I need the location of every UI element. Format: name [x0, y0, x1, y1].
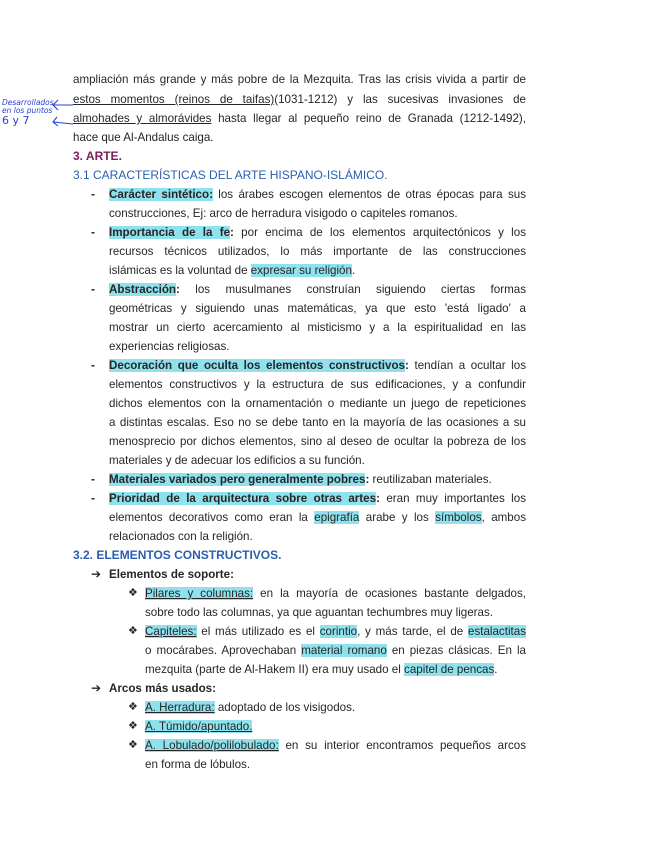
arcos-heading: Arcos más usados:: [109, 682, 216, 695]
dash-bullet: -: [91, 472, 95, 486]
dash-bullet: -: [91, 282, 95, 296]
dash-bullet: -: [91, 225, 95, 239]
almohades-underline: almohades y almorávides: [73, 112, 212, 125]
char-1-line-1: Carácter sintético: los árabes escogen elementos de otras épocas para sus: [109, 188, 526, 201]
dash-bullet: -: [91, 358, 95, 372]
section-3-2-heading: 3.2. ELEMENTOS CONSTRUCTIVOS.: [73, 548, 282, 562]
char-3-line-1: Abstracción: los musulmanes construían siguiendo ciertas formas: [109, 283, 526, 296]
intro-line-1: ampliación más grande y más pobre de la Mezquita. Tras las crisis vivida a partir de: [73, 73, 526, 86]
soporte-2-line-2: o mocárabes. Aprovechaban material romano en piezas clásicas. En la: [145, 644, 526, 657]
diamond-bullet-icon: ❖: [128, 625, 138, 637]
char-1-line-2: construcciones, Ej: arco de herradura visigodo o capiteles romanos.: [109, 207, 458, 220]
char-4-line-2: elementos constructivos y la estructura de sus edificaciones, y a confundir: [109, 378, 526, 391]
annotation-line-2: en los puntos: [2, 106, 53, 115]
section-3-1-heading: 3.1 CARACTERÍSTICAS DEL ARTE HISPANO-ISLÁMICO.: [73, 168, 388, 182]
soporte-2-line-1: Capiteles: el más utilizado es el corintio, y más tarde, el de estalactitas: [145, 625, 526, 638]
char-6-line-3: relacionados con la religión.: [109, 530, 253, 543]
char-3-line-2: geométricas y siguiendo unas matemáticas, ya que esto 'está ligado' a: [109, 302, 526, 315]
annotation-line-1: Desarrollados: [2, 98, 54, 107]
diamond-bullet-icon: ❖: [128, 739, 138, 751]
char-2-line-1: Importancia de la fe: por encima de los elementos arquitectónicos y los: [109, 226, 526, 239]
dash-bullet: -: [91, 187, 95, 201]
diamond-bullet-icon: ❖: [128, 587, 138, 599]
char-4-line-3: dichos elementos con la ornamentación o mediante un juego de repeticiones: [109, 397, 526, 410]
arrow-bullet-icon: ➔: [91, 567, 102, 581]
intro-line-4: hace que Al-Andalus caiga.: [73, 131, 214, 144]
char-3-line-4: experiencias religiosas.: [109, 340, 230, 353]
diamond-bullet-icon: ❖: [128, 720, 138, 732]
section-3-heading: 3. ARTE.: [73, 149, 122, 163]
char-3-line-3: mostrar un cierto acercamiento al misticismo y a la espiritualidad en las: [109, 321, 526, 334]
char-6-line-1: Prioridad de la arquitectura sobre otras artes: eran muy importantes los: [109, 492, 527, 505]
annotation-arrows-icon: [50, 96, 74, 132]
soporte-heading: Elementos de soporte:: [109, 568, 234, 581]
char-5-line-1: Materiales variados pero generalmente pobres: reutilizaban materiales.: [109, 473, 492, 486]
arco-2: A. Túmido/apuntado.: [145, 720, 253, 733]
diamond-bullet-icon: ❖: [128, 701, 138, 713]
char-2-line-3: islámicas es la voluntad de expresar su religión.: [109, 264, 356, 277]
char-4-line-5: menosprecio por dichos elementos, sino al deseo de ocultar la pobreza de los: [109, 435, 526, 448]
annotation-line-3: 6 y 7: [2, 114, 30, 127]
char-2-line-2: recursos técnicos utilizados, lo más importante de las construcciones: [109, 245, 526, 258]
char-4-line-4: a distintas escalas. Eso no se debe tanto en la mayoría de las ocasiones a su: [109, 416, 526, 429]
intro-line-2: estos momentos (reinos de taifas)(1031-1212) y las sucesivas invasiones de: [73, 93, 526, 106]
taifas-underline: estos momentos (reinos de taifas): [73, 93, 275, 106]
arco-3-line-2: en forma de lóbulos.: [145, 758, 251, 771]
char-6-line-2: elementos decorativos como eran la epigrafía arabe y los símbolos, ambos: [109, 511, 526, 524]
dash-bullet: -: [91, 491, 95, 505]
char-4-line-6: materiales y de adecuar los edificios a su función.: [109, 454, 365, 467]
soporte-1-line-2: sobre todo las columnas, ya que aguantan techumbres muy ligeras.: [145, 606, 494, 619]
arco-3-line-1: A. Lobulado/polilobulado: en su interior encontramos pequeños arcos: [145, 739, 526, 752]
char-4-line-1: Decoración que oculta los elementos constructivos: tendían a ocultar los: [109, 359, 527, 372]
soporte-1-line-1: Pilares y columnas: en la mayoría de ocasiones bastante delgados,: [145, 587, 526, 600]
intro-line-3: almohades y almorávides hasta llegar al pequeño reino de Granada (1212-1492),: [73, 112, 526, 125]
soporte-2-line-3: mezquita (parte de Al-Hakem II) era muy usado el capitel de pencas.: [145, 663, 498, 676]
arco-1: A. Herradura: adoptado de los visigodos.: [145, 701, 356, 714]
arrow-bullet-icon: ➔: [91, 681, 102, 695]
